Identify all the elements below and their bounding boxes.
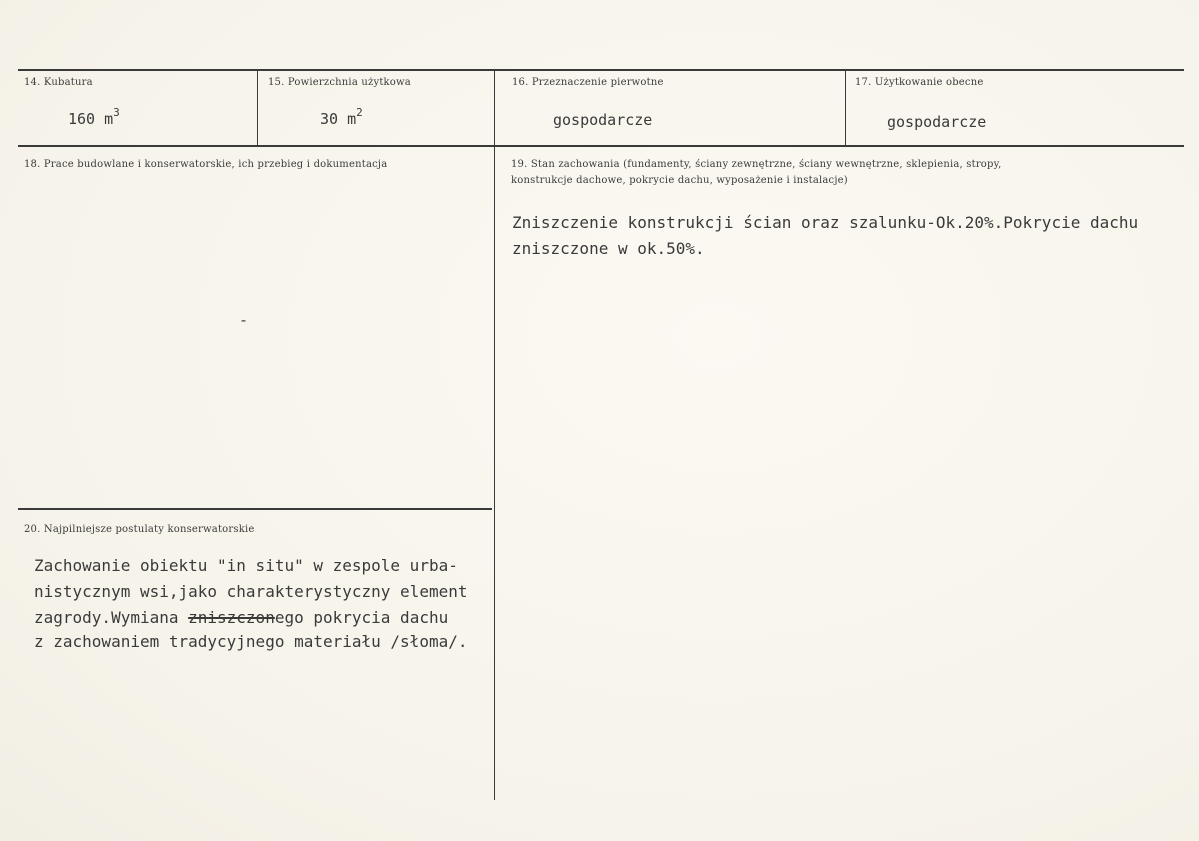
- field-20-line3-start: zagrody.Wymiana: [34, 608, 189, 627]
- field-17-value: gospodarcze: [887, 113, 987, 131]
- field-15-label: 15. Powierzchnia użytkowa: [268, 77, 411, 88]
- field-16-label: 16. Przeznaczenie pierwotne: [512, 77, 664, 88]
- field-19-text-line1: Zniszczenie konstrukcji ścian oraz szalunku-Ok.20%.Pokrycie dachu: [512, 213, 1139, 232]
- field-20-line3: [34, 608, 448, 627]
- field-20-line3-end: ego pokrycia dachu: [274, 608, 449, 627]
- field-14-value: [68, 108, 120, 128]
- field-15-value-text: 30 m: [320, 110, 357, 128]
- field-16-value: gospodarcze: [553, 111, 653, 129]
- field-15-value-sup: 2: [356, 106, 363, 119]
- field-14-label: 14. Kubatura: [24, 77, 93, 88]
- field-20-line4: z zachowaniem tradycyjnego materiału /słoma/.: [34, 632, 468, 651]
- row1-bottom-border: [18, 145, 1184, 147]
- field-20-line2: nistycznym wsi,jako charakterystyczny element: [34, 582, 468, 601]
- field-20-label: 20. Najpilniejsze postulaty konserwatorskie: [24, 524, 255, 535]
- field-14-value-sup: 3: [113, 106, 120, 119]
- divider-15-16: [494, 70, 495, 800]
- divider-16-17: [845, 70, 846, 146]
- field-19-label-line1: 19. Stan zachowania (fundamenty, ściany zewnętrzne, ściany wewnętrzne, sklepienia, stropy,: [511, 159, 1002, 170]
- field-15-value: [320, 108, 363, 128]
- field18-bottom-border: [18, 508, 492, 510]
- top-border: [18, 69, 1184, 71]
- field-18-label: 18. Prace budowlane i konserwatorskie, ich przebieg i dokumentacja: [24, 159, 388, 170]
- field-19-text-line2: zniszczone w ok.50%.: [512, 239, 705, 258]
- field-14-value-text: 160 m: [68, 110, 114, 128]
- field-20-line3-struck: zniszczon: [188, 608, 275, 627]
- field-18-value: -: [239, 311, 249, 329]
- field-17-label: 17. Użytkowanie obecne: [855, 77, 984, 88]
- field-19-label-line2: konstrukcje dachowe, pokrycie dachu, wyposażenie i instalacje): [511, 175, 848, 186]
- divider-14-15: [257, 70, 258, 146]
- field-20-line1: Zachowanie obiektu "in situ" w zespole urba-: [34, 556, 458, 575]
